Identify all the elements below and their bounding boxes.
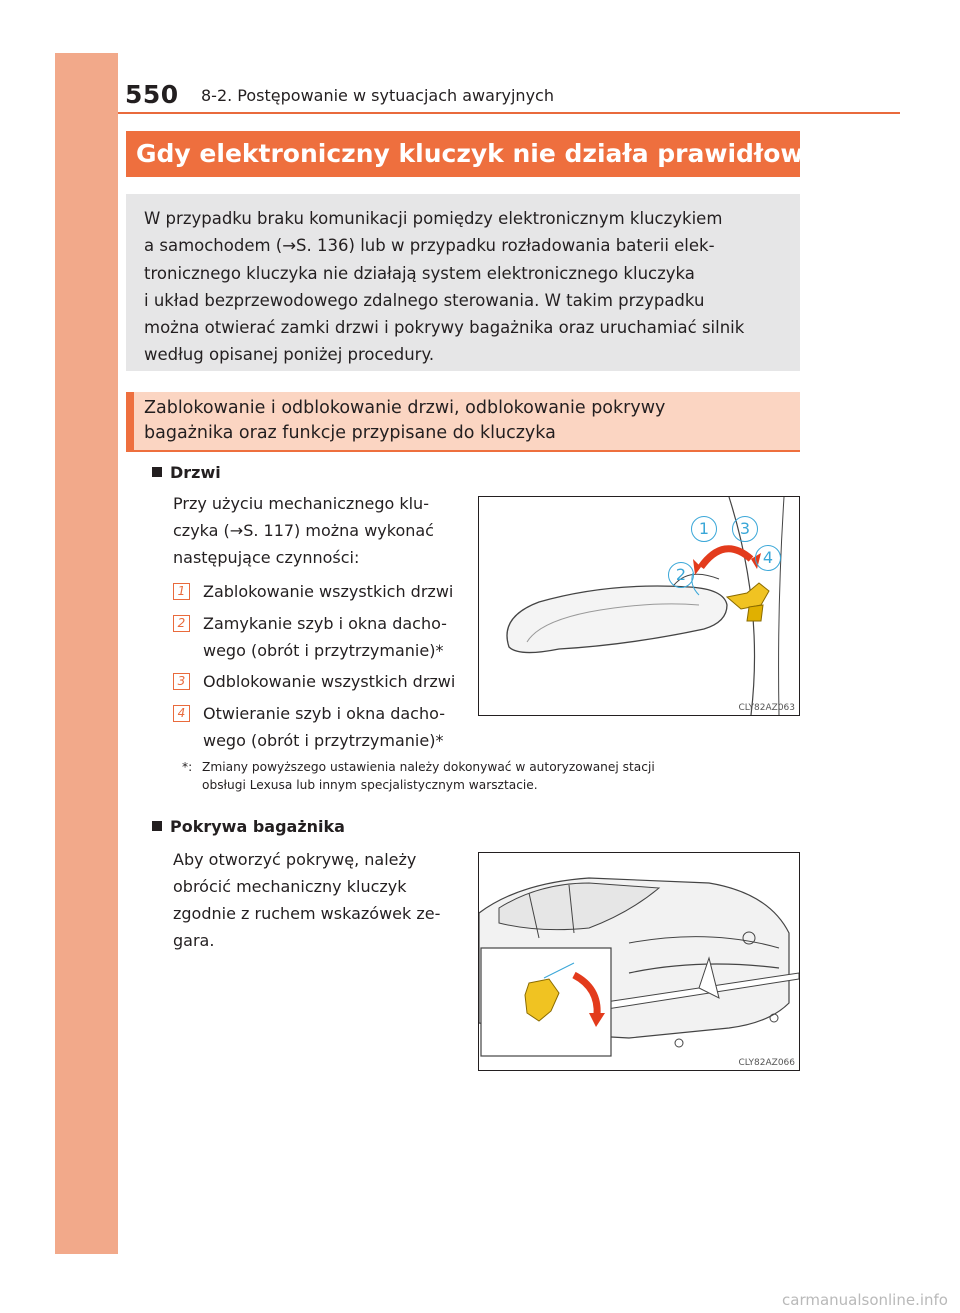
door-item-text: Odblokowanie wszystkich drzwi: [203, 672, 456, 691]
trunk-text: [173, 846, 463, 954]
trunk-figure: [478, 852, 800, 1071]
intro-box: [126, 194, 800, 371]
callout-2: 2: [668, 562, 694, 588]
door-item-text: Otwieranie szyb i okna dacho-: [203, 704, 445, 723]
number-badge: 4: [173, 705, 190, 722]
figure-code: CLY82AZ063: [738, 703, 795, 713]
subsection-line: Zablokowanie i odblokowanie drzwi, odblokowanie pokrywy: [144, 398, 666, 418]
door-handle-figure: [478, 496, 800, 716]
number-badge: 1: [173, 583, 190, 600]
intro-line: można otwierać zamki drzwi i pokrywy bagażnika oraz uruchamiać silnik: [144, 318, 745, 338]
door-item-text: Zablokowanie wszystkich drzwi: [203, 582, 454, 601]
doors-heading: [152, 463, 221, 482]
doors-text-line: następujące czynności:: [173, 548, 360, 567]
page-number: 550: [125, 80, 179, 109]
doors-text: [173, 490, 463, 571]
number-badge: 2: [173, 615, 190, 632]
footnote-line: Zmiany powyższego ustawienia należy dokonywać w autoryzowanej stacji: [202, 760, 655, 774]
number-badge: 3: [173, 673, 190, 690]
trunk-text-line: gara.: [173, 931, 215, 950]
watermark: carmanualsonline.info: [782, 1291, 948, 1309]
trunk-text-line: zgodnie z ruchem wskazówek ze-: [173, 904, 441, 923]
trunk-heading: [152, 817, 345, 836]
trunk-heading-text: Pokrywa bagażnika: [170, 817, 345, 836]
intro-line: i układ bezprzewodowego zdalnego sterowania. W takim przypadku: [144, 290, 705, 310]
side-tab: [55, 53, 118, 1254]
square-bullet-icon: [152, 821, 162, 831]
doors-text-line: Przy użyciu mechanicznego klu-: [173, 494, 429, 513]
intro-line: W przypadku braku komunikacji pomiędzy elektronicznym kluczykiem: [144, 209, 723, 228]
intro-line: według opisanej poniżej procedury.: [144, 345, 435, 365]
callout-1: 1: [691, 516, 717, 542]
trunk-text-line: Aby otworzyć pokrywę, należy: [173, 850, 417, 869]
callout-4: 4: [755, 545, 781, 571]
footnote-line: obsługi Lexusa lub innym specjalistycznym warsztacie.: [202, 778, 538, 792]
callout-3: 3: [732, 516, 758, 542]
subsection-line: bagażnika oraz funkcje przypisane do kluczyka: [144, 423, 556, 443]
doors-text-line: czyka (→S. 117) można wykonać: [173, 521, 434, 540]
footnote-text: [202, 758, 802, 794]
trunk-text-line: obrócić mechaniczny kluczyk: [173, 877, 407, 896]
page-title: Gdy elektroniczny kluczyk nie działa prawidłowo: [126, 131, 800, 177]
header-rule: [118, 112, 900, 114]
doors-heading-text: Drzwi: [170, 463, 221, 482]
door-item-text: wego (obrót i przytrzymanie)*: [203, 641, 444, 660]
trunk-illustration: [479, 853, 799, 1070]
intro-line: tronicznego kluczyka nie działają system elektronicznego kluczyka: [144, 263, 695, 283]
section-title: 8-2. Postępowanie w sytuacjach awaryjnych: [201, 86, 554, 105]
door-item-text: wego (obrót i przytrzymanie)*: [203, 731, 444, 750]
figure-code: CLY82AZ066: [738, 1058, 795, 1068]
square-bullet-icon: [152, 467, 162, 477]
footnote-mark: *:: [182, 760, 193, 774]
intro-line: a samochodem (→S. 136) lub w przypadku rozładowania baterii elek-: [144, 236, 715, 256]
subsection-banner: [126, 392, 800, 452]
door-item-text: Zamykanie szyb i okna dacho-: [203, 614, 447, 633]
